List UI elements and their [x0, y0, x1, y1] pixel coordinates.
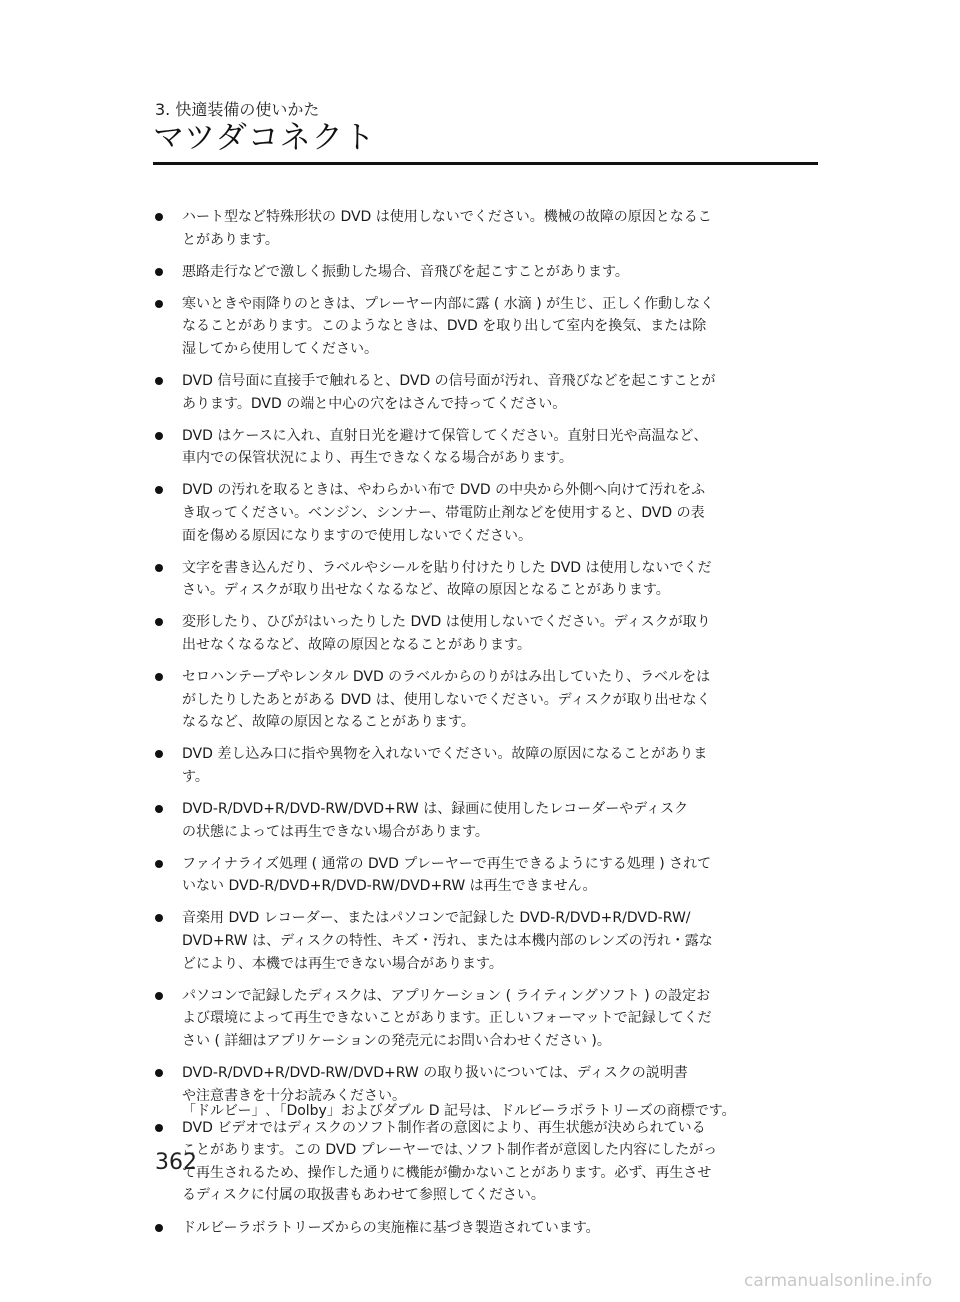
bullet-icon	[155, 673, 163, 681]
bullet-icon	[155, 432, 163, 440]
bullet-icon	[155, 1069, 163, 1077]
list-item-text: DVD-R/DVD+R/DVD-RW/DVD+RW の取り扱いについては、ディスクの説明書 や注意書きを十分お読みください。	[182, 1065, 688, 1104]
bullet-icon	[155, 860, 163, 868]
bullet-icon	[155, 377, 163, 385]
list-item-text: 悪路走行などで激しく振動した場合、音飛びを起こすことがあります。	[182, 263, 629, 280]
bullet-icon	[155, 914, 163, 922]
list-item	[153, 1217, 815, 1240]
list-item-text: 寒いときや雨降りのときは、プレーヤー内部に露 ( 水滴 ) が生じ、正しく作動しなく なることがあります。このようなときは、DVD を取り出して室内を換気、または除 湿してから使用してください。	[182, 295, 715, 357]
list-item	[153, 479, 815, 547]
bullet-icon	[155, 1224, 163, 1232]
bullet-icon	[155, 750, 163, 758]
bullet-icon	[155, 805, 163, 813]
list-item-text: セロハンテープやレンタル DVD のラベルからのりがはみ出していたり、ラベルをは がしたりしたあとがある DVD は、使用しないでください。ディスクが取り出せなく なるなど、故障の原因となることがあります。	[182, 669, 711, 731]
bullet-icon	[155, 300, 163, 308]
list-item-text: DVD はケースに入れ、直射日光を避けて保管してください。直射日光や高温など、 車内での保管状況により、再生できなくなる場合があります。	[182, 427, 708, 467]
list-item	[153, 985, 815, 1053]
list-item-text: 音楽用 DVD レコーダー、またはパソコンで記録した DVD-R/DVD+R/DVD-RW/ DVD+RW は、ディスクの特性、キズ・汚れ、または本機内部のレンズの汚れ・露な どにより、本機では再生できない場合があります。	[182, 910, 713, 972]
bullet-icon	[155, 618, 163, 626]
list-item-text: ドルビーラボラトリーズからの実施権に基づき製造されています。	[182, 1219, 600, 1236]
list-item	[153, 425, 815, 470]
page-title: マツダコネクト	[153, 120, 376, 156]
page-number: 362	[155, 1150, 197, 1175]
list-item	[153, 853, 815, 898]
list-item-text: ハート型など特殊形状の DVD は使用しないでください。機械の故障の原因となるこ とがあります。	[182, 209, 712, 248]
bullet-icon	[155, 268, 163, 276]
title-rule	[153, 162, 818, 165]
bullet-icon	[155, 1124, 163, 1132]
list-item	[153, 798, 815, 843]
list-item	[153, 206, 815, 251]
list-item	[153, 666, 815, 734]
list-item-text: DVD 信号面に直接手で触れると、DVD の信号面が汚れ、音飛びなどを起こすことが あります。DVD の端と中心の穴をはさんで持ってください。	[182, 373, 716, 412]
list-item	[153, 370, 815, 415]
list-item-text: 文字を書き込んだり、ラベルやシールを貼り付けたりした DVD は使用しないでくだ さい。ディスクが取り出せなくなるなど、故障の原因となることがあります。	[182, 559, 712, 599]
list-item-text: DVD の汚れを取るときは、やわらかい布で DVD の中央から外側へ向けて汚れをふ き取ってください。ベンジン、シンナー、帯電防止剤などを使用すると、DVD の表 面を傷める原因になりますので使用しないでください。	[182, 482, 706, 544]
caution-list	[153, 206, 815, 1249]
bullet-icon	[155, 564, 163, 572]
list-item	[153, 557, 815, 602]
list-item	[153, 1117, 815, 1207]
trademark-note: 「ドルビー」､「Dolby」およびダブル D 記号は、ドルビーラボラトリーズの商標です。	[182, 1103, 736, 1119]
watermark: carmanualsonline.info	[744, 1271, 933, 1291]
list-item	[153, 611, 815, 656]
list-item-text: DVD ビデオではディスクのソフト制作者の意図により、再生状態が決められている ことがあります。この DVD プレーヤーでは､ソフト制作者が意図した内容にしたがっ て再生されるため、操作した通りに機能が働かないことがあります。必ず、再生させ るディスクに付属の取扱書もあわせて参照してください。	[182, 1119, 718, 1204]
list-item-text: ファイナライズ処理 ( 通常の DVD プレーヤーで再生できるようにする処理 ) されて いない DVD-R/DVD+R/DVD-RW/DVD+RW は再生できません。	[182, 855, 712, 895]
section-label: 3. 快適装備の使いかた	[155, 100, 320, 119]
bullet-icon	[155, 213, 163, 221]
list-item-text: DVD-R/DVD+R/DVD-RW/DVD+RW は、録画に使用したレコーダーやディスク の状態によっては再生できない場合があります。	[182, 801, 689, 840]
list-item	[153, 293, 815, 361]
list-item	[153, 743, 815, 788]
list-item-text: 変形したり、ひびがはいったりした DVD は使用しないでください。ディスクが取り 出せなくなるなど、故障の原因となることがあります。	[182, 614, 711, 653]
list-item	[153, 261, 815, 284]
list-item-text: パソコンで記録したディスクは、アプリケーション ( ライティングソフト ) の設定お よび環境によって再生できないことがあります。正しいフォーマットで記録してくだ さい ( 詳細はアプリケーションの発売元にお問い合わせください )。	[182, 987, 712, 1049]
list-item-text: DVD 差し込み口に指や異物を入れないでください。故障の原因になることがありま す。	[182, 746, 708, 785]
bullet-icon	[155, 486, 163, 494]
bullet-icon	[155, 992, 163, 1000]
list-item	[153, 907, 815, 975]
